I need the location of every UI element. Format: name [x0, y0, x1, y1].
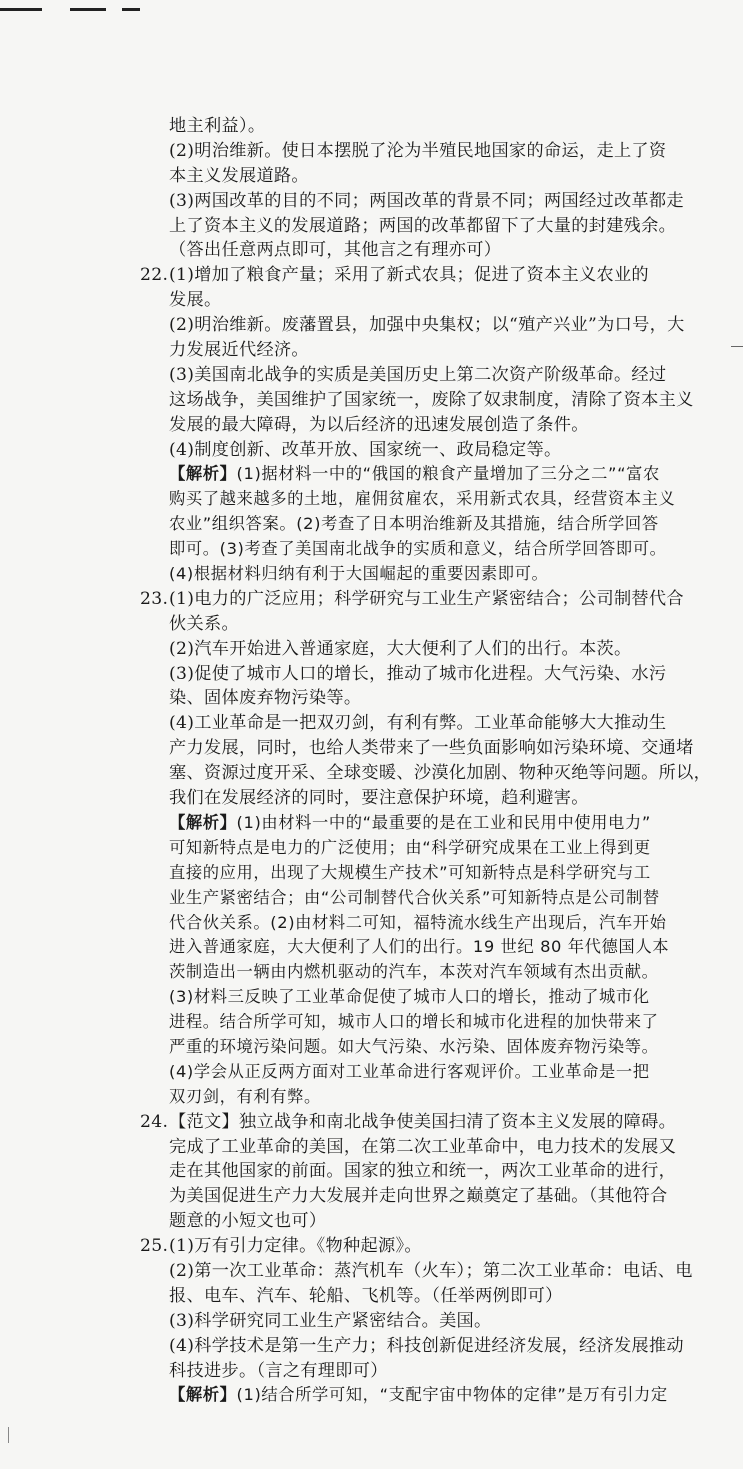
line-text: 直接的应用，出现了大规模生产技术”可知新特点是科学研究与工	[169, 862, 651, 882]
header-rule	[122, 8, 140, 11]
answer-line	[140, 886, 725, 911]
line-text: 我们在发展经济的同时，要注意保护环境，趋利避害。	[169, 788, 589, 809]
header-rule	[0, 8, 42, 11]
line-text: (3)美国南北战争的实质是美国历史上第二次资产阶级革命。经过	[169, 364, 667, 385]
header-rule	[70, 8, 106, 11]
line-text: 购买了越来越多的土地，雇佣贫雇农，采用新式农具，经营资本主义	[169, 489, 676, 509]
answer-line	[140, 214, 725, 239]
analysis-tag: 【解析】	[169, 812, 237, 832]
line-text: 发展。	[169, 290, 222, 311]
line-text: 茨制造出一辆由内燃机驱动的汽车，本茨对汽车领域有杰出贡献。	[169, 962, 659, 982]
answer-line	[140, 189, 725, 214]
answer-line	[140, 313, 725, 338]
answer-line	[140, 1035, 725, 1060]
answer-line	[140, 1135, 725, 1160]
answer-line	[140, 1010, 725, 1035]
question-answer-line	[140, 263, 725, 288]
line-text: (1)据材料一中的“俄国的粮食产量增加了三分之二”“富农	[236, 464, 660, 484]
line-text: 这场战争，美国维护了国家统一，废除了奴隶制度，清除了资本主义	[169, 389, 694, 410]
answer-line	[140, 338, 725, 363]
answer-line	[140, 861, 725, 886]
answer-line	[140, 935, 725, 960]
answer-line	[140, 612, 725, 637]
line-text: 业生产紧密结合；由“公司制替代合伙关系”可知新特点是公司制替	[169, 887, 660, 907]
answer-line	[140, 911, 725, 936]
line-text: （答出任意两点即可，其他言之有理亦可）	[169, 240, 502, 261]
line-text: 可知新特点是电力的广泛使用；由“科学研究成果在工业上得到更	[169, 837, 651, 857]
answer-text-block	[140, 114, 725, 1408]
answer-line	[140, 1359, 725, 1384]
line-text: (1)由材料一中的“最重要的是在工业和民用中使用电力”	[236, 812, 651, 832]
answer-line	[140, 1383, 725, 1408]
line-text: (3)科学研究同工业生产紧密结合。美国。	[169, 1310, 492, 1331]
answer-line	[140, 1259, 725, 1284]
answer-line	[140, 164, 725, 189]
line-text: (2)明治维新。废藩置县，加强中央集权；以“殖产兴业”为口号，大	[169, 315, 685, 336]
line-text: 伙关系。	[169, 613, 239, 634]
answer-line	[140, 537, 725, 562]
line-text: (4)科学技术是第一生产力；科技创新促进经济发展，经济发展推动	[169, 1335, 684, 1356]
answer-line	[140, 1060, 725, 1085]
line-text: 报、电车、汽车、轮船、飞机等。（任举两例即可）	[169, 1285, 563, 1306]
question-number: 22.	[140, 265, 169, 286]
answer-line	[140, 462, 725, 487]
answer-line	[140, 960, 725, 985]
line-text: (3)两国改革的目的不同；两国改革的背景不同；两国经过改革都走	[169, 190, 684, 211]
answer-line	[140, 811, 725, 836]
answer-line	[140, 288, 725, 313]
question-answer-line	[140, 587, 725, 612]
answer-line	[140, 761, 725, 786]
answer-line	[140, 985, 725, 1010]
line-text: 进程。结合所学可知，城市人口的增长和城市化进程的加快带来了	[169, 1012, 659, 1032]
line-text: (1)结合所学可知，“支配宇宙中物体的定律”是万有引力定	[236, 1385, 668, 1405]
line-text: (2)第一次工业革命：蒸汽机车（火车）；第二次工业革命：电话、电	[169, 1260, 693, 1281]
line-text: (2)明治维新。使日本摆脱了沦为半殖民地国家的命运，走上了资	[169, 140, 667, 161]
line-text: (2)汽车开始进入普通家庭，大大便利了人们的出行。本茨。	[169, 638, 632, 659]
answer-line	[140, 1159, 725, 1184]
question-number: 23.	[140, 588, 169, 609]
answer-line	[140, 786, 725, 811]
answer-line	[140, 413, 725, 438]
answer-line	[140, 1085, 725, 1110]
line-text: (4)学会从正反两方面对工业革命进行客观评价。工业革命是一把	[169, 1061, 650, 1081]
answer-line	[140, 836, 725, 861]
answer-line	[140, 363, 725, 388]
answer-line	[140, 1209, 725, 1234]
answer-line	[140, 139, 725, 164]
line-text: 本主义发展道路。	[169, 165, 309, 186]
line-text: 双刃剑，有利有弊。	[169, 1086, 321, 1106]
line-text: 为美国促进生产力大发展并走向世界之巅奠定了基础。（其他符合	[169, 1186, 668, 1207]
answer-line	[140, 238, 725, 263]
answer-line	[140, 637, 725, 662]
answer-line	[140, 438, 725, 463]
answer-line	[140, 1284, 725, 1309]
answer-line	[140, 1309, 725, 1334]
line-text: (3)材料三反映了工业革命促使了城市人口的增长，推动了城市化	[169, 987, 650, 1007]
analysis-tag: 【解析】	[169, 464, 237, 484]
line-text: 科技进步。（言之有理即可）	[169, 1360, 388, 1381]
line-text: (4)根据材料归纳有利于大国崛起的重要因素即可。	[169, 564, 549, 584]
line-text: 地主利益）。	[169, 116, 266, 136]
answer-line	[140, 512, 725, 537]
line-text: (1)增加了粮食产量；采用了新式农具；促进了资本主义农业的	[169, 265, 649, 286]
line-text: 产力发展，同时，也给人类带来了一些负面影响如污染环境、交通堵	[169, 738, 694, 759]
line-text: 题意的小短文也可）	[169, 1211, 327, 1232]
question-number: 25.	[140, 1236, 169, 1257]
answer-line	[140, 662, 725, 687]
answer-line	[140, 686, 725, 711]
line-text: 【范文】独立战争和南北战争使美国扫清了资本主义发展的障碍。	[169, 1111, 677, 1132]
answer-line	[140, 1334, 725, 1359]
margin-mark	[731, 346, 743, 347]
line-text: 染、固体废弃物污染等。	[169, 688, 362, 709]
line-text: (3)促使了城市人口的增长，推动了城市化进程。大气污染、水污	[169, 663, 667, 684]
line-text: 进入普通家庭，大大便利了人们的出行。19 世纪 80 年代德国人本	[169, 937, 670, 957]
question-answer-line	[140, 1234, 725, 1259]
answer-line	[140, 711, 725, 736]
answer-line	[140, 114, 725, 139]
line-text: 农业”组织答案。(2)考查了日本明治维新及其措施，结合所学回答	[169, 514, 659, 534]
line-text: 完成了工业革命的美国，在第二次工业革命中，电力技术的发展又	[169, 1136, 677, 1157]
line-text: 塞、资源过度开采、全球变暖、沙漠化加剧、物种灭绝等问题。所以，	[169, 763, 712, 784]
line-text: 严重的环境污染问题。如大气污染、水污染、固体废弃物污染等。	[169, 1036, 659, 1056]
line-text: (4)工业革命是一把双刃剑，有利有弊。工业革命能够大大推动生	[169, 713, 667, 734]
line-text: (1)万有引力定律。《物种起源》。	[169, 1236, 422, 1257]
line-text: (1)电力的广泛应用；科学研究与工业生产紧密结合；公司制替代合	[169, 588, 684, 609]
line-text: 上了资本主义的发展道路；两国的改革都留下了大量的封建残余。	[169, 215, 677, 236]
answer-line	[140, 388, 725, 413]
answer-line	[140, 1184, 725, 1209]
margin-mark	[8, 1427, 9, 1443]
question-answer-line	[140, 1110, 725, 1135]
line-text: 即可。(3)考查了美国南北战争的实质和意义，结合所学回答即可。	[169, 539, 667, 559]
line-text: 发展的最大障碍，为以后经济的迅速发展创造了条件。	[169, 414, 589, 435]
answer-line	[140, 487, 725, 512]
line-text: 走在其他国家的前面。国家的独立和统一，两次工业革命的进行，	[169, 1161, 677, 1182]
line-text: 代合伙关系。(2)由材料二可知，福特流水线生产出现后，汽车开始	[169, 912, 667, 932]
answer-line	[140, 736, 725, 761]
analysis-tag: 【解析】	[169, 1385, 237, 1405]
line-text: 力发展近代经济。	[169, 340, 309, 361]
answer-line	[140, 562, 725, 587]
question-number: 24.	[140, 1111, 169, 1132]
line-text: (4)制度创新、改革开放、国家统一、政局稳定等。	[169, 439, 562, 460]
